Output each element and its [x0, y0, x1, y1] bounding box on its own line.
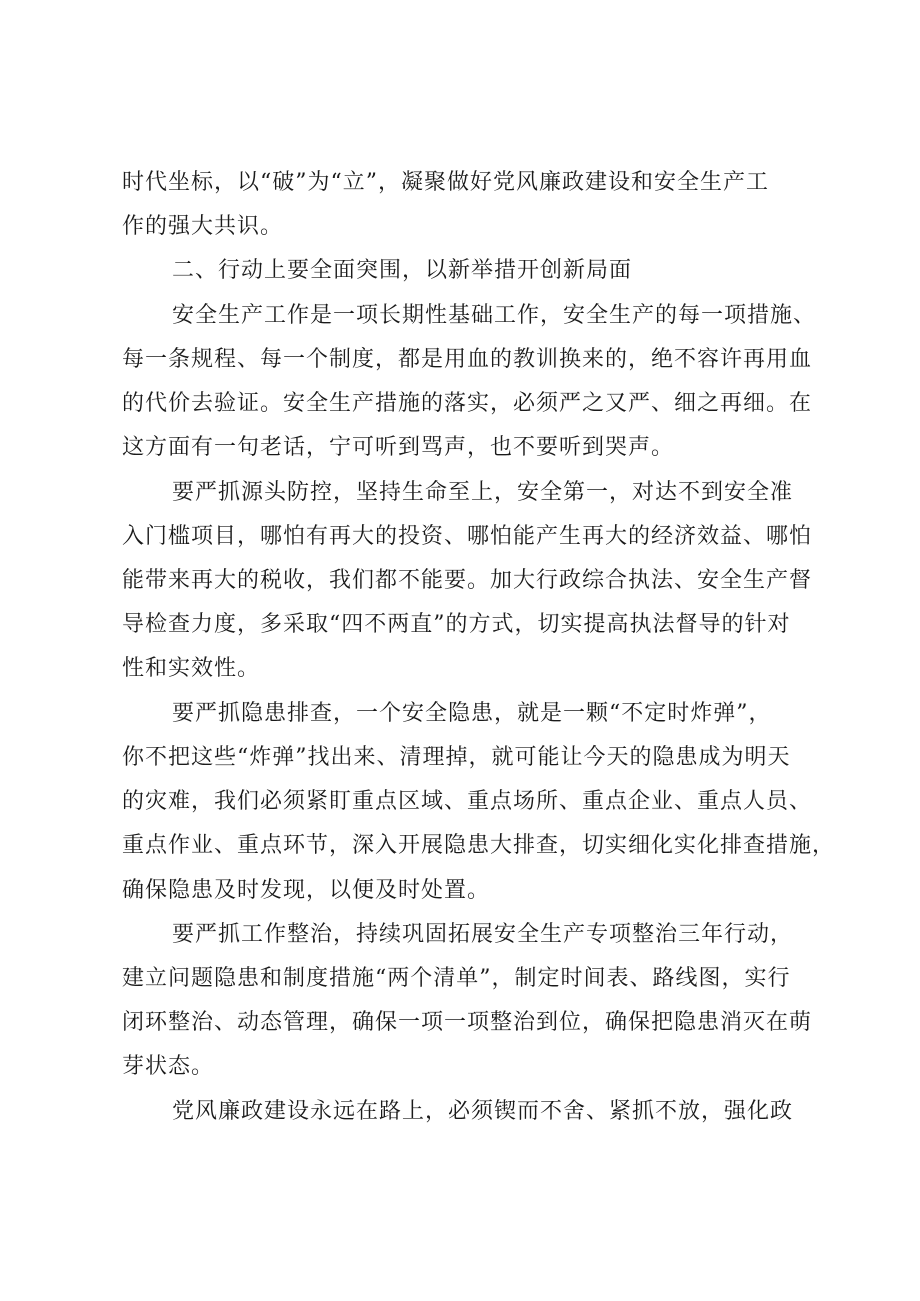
- text-line: 入门槛项目，哪怕有再大的投资、哪怕能产生再大的经济效益、哪怕: [122, 524, 813, 549]
- text-line: 要严抓隐患排查，一个安全隐患，就是一颗“不定时炸弹”，: [172, 701, 772, 726]
- text-line: 性和实效性。: [122, 656, 261, 681]
- text-line: 芽状态。: [122, 1054, 215, 1079]
- text-line: 这方面有一句老话，宁可听到骂声，也不要听到哭声。: [122, 435, 675, 460]
- text-line: 重点作业、重点环节，深入开展隐患大排查，切实细化实化排查措施，: [122, 833, 836, 858]
- text-line: 要严抓源头防控，坚持生命至上，安全第一，对达不到安全准: [172, 480, 794, 505]
- text-line: 的灾难，我们必须紧盯重点区域、重点场所、重点企业、重点人员、: [122, 789, 813, 814]
- text-line: 建立问题隐患和制度措施“两个清单”，制定时间表、路线图，实行: [122, 966, 791, 991]
- section-heading: 二、行动上要全面突围，以新举措开创新局面: [172, 258, 633, 283]
- text-line: 要严抓工作整治，持续巩固拓展安全生产专项整治三年行动，: [172, 922, 794, 947]
- text-line: 能带来再大的税收，我们都不能要。加大行政综合执法、安全生产督: [122, 568, 813, 593]
- text-line: 每一条规程、每一个制度，都是用血的教训换来的，绝不容许再用血: [122, 347, 813, 372]
- text-line: 的代价去验证。安全生产措施的落实，必须严之又严、细之再细。在: [122, 391, 813, 416]
- text-line: 作的强大共识。: [122, 214, 284, 239]
- text-line: 党风廉政建设永远在路上，必须锲而不舍、紧抓不放，强化政: [172, 1099, 794, 1124]
- text-line: 确保隐患及时发现，以便及时处置。: [122, 878, 491, 903]
- text-line: 导检查力度，多采取“四不两直”的方式，切实提高执法督导的针对: [122, 612, 791, 637]
- text-line: 闭环整治、动态管理，确保一项一项整治到位，确保把隐患消灭在萌: [122, 1010, 813, 1035]
- text-line: 你不把这些“炸弹”找出来、清理掉，就可能让今天的隐患成为明天: [122, 745, 791, 770]
- text-line: 时代坐标，以“破”为“立”，凝聚做好党风廉政建设和安全生产工: [122, 170, 769, 195]
- text-line: 安全生产工作是一项长期性基础工作，安全生产的每一项措施、: [172, 303, 817, 328]
